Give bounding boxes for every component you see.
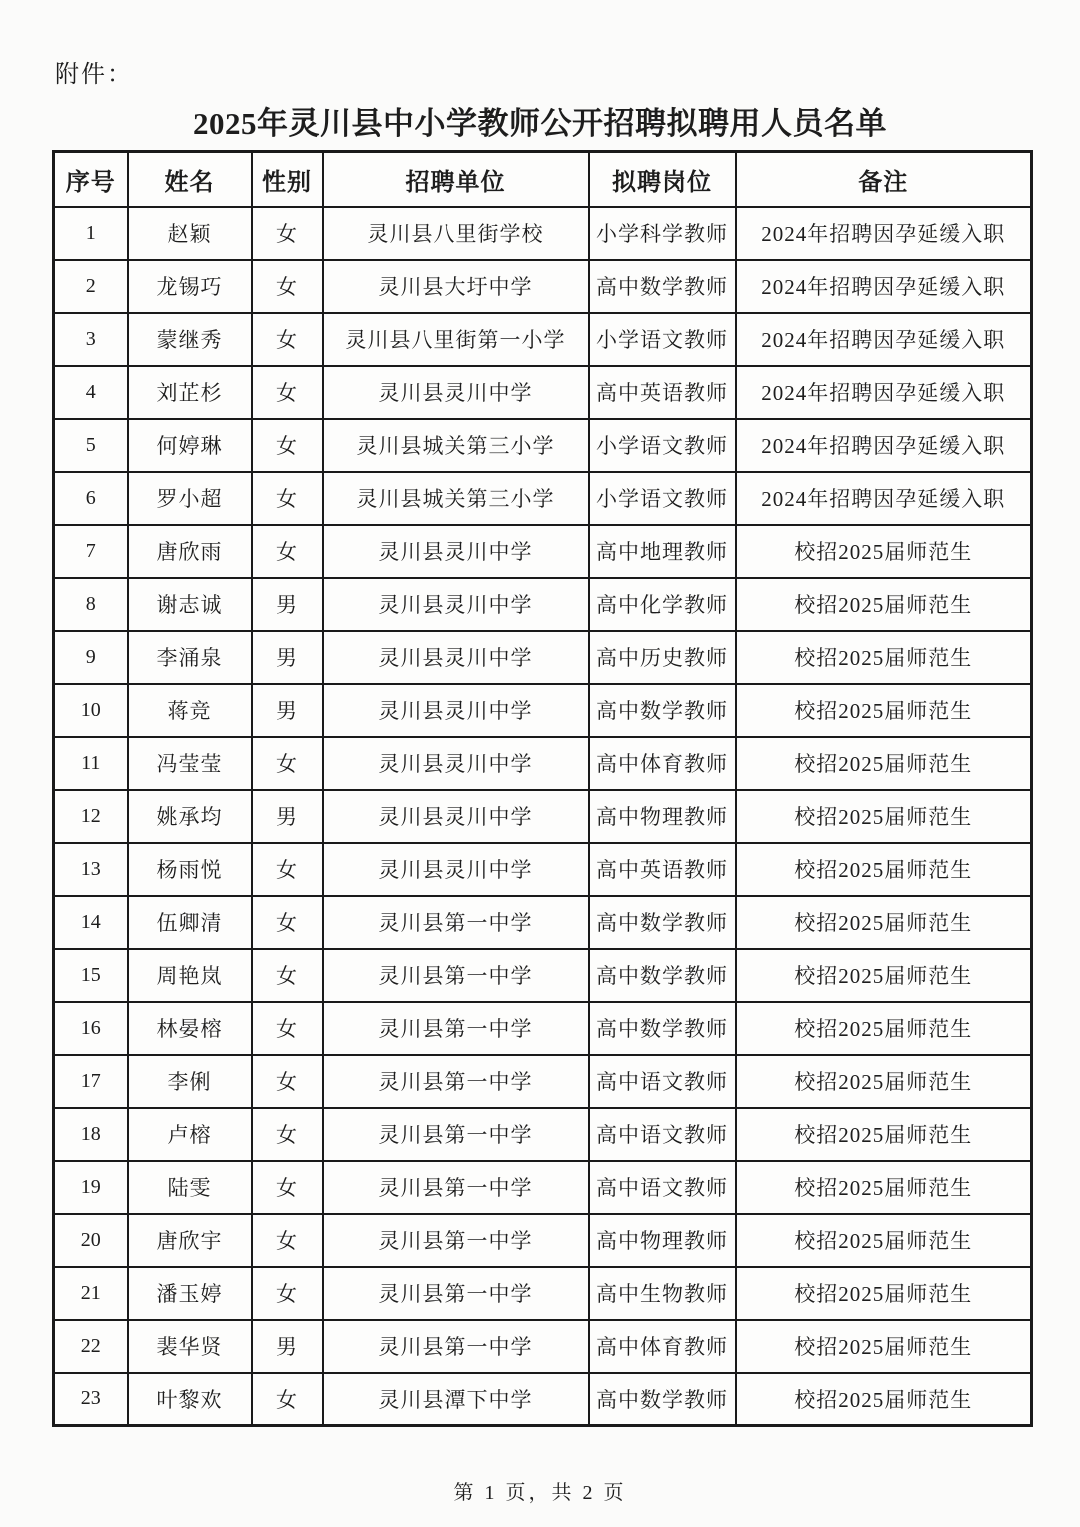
table-cell: 校招2025届师范生 [736,790,1032,843]
table-row [54,1320,1032,1373]
table-cell: 10 [54,684,128,737]
column-header: 拟聘岗位 [589,152,736,207]
table-row [54,525,1032,578]
table-cell: 灵川县第一中学 [323,1002,589,1055]
table-row [54,1108,1032,1161]
table-cell: 灵川县第一中学 [323,1267,589,1320]
table-cell: 灵川县城关第三小学 [323,419,589,472]
table-cell: 高中历史教师 [589,631,736,684]
table-cell: 男 [252,578,323,631]
table-cell: 灵川县潭下中学 [323,1373,589,1426]
table-row [54,578,1032,631]
table-cell: 高中数学教师 [589,1373,736,1426]
table-cell: 高中数学教师 [589,260,736,313]
table-row [54,949,1032,1002]
table-cell: 2024年招聘因孕延缓入职 [736,207,1032,260]
table-cell: 冯莹莹 [128,737,252,790]
table-cell: 灵川县灵川中学 [323,684,589,737]
table-cell: 高中体育教师 [589,1320,736,1373]
table-cell: 小学语文教师 [589,419,736,472]
table-cell: 男 [252,1320,323,1373]
table-cell: 灵川县第一中学 [323,1108,589,1161]
table-cell: 女 [252,1161,323,1214]
table-row [54,1267,1032,1320]
table-cell: 校招2025届师范生 [736,1214,1032,1267]
table-cell: 高中体育教师 [589,737,736,790]
table-cell: 高中语文教师 [589,1055,736,1108]
table-cell: 2024年招聘因孕延缓入职 [736,366,1032,419]
table-cell: 灵川县灵川中学 [323,578,589,631]
attachment-label: 附件： [55,62,133,88]
column-header: 备注 [736,152,1032,207]
table-cell: 罗小超 [128,472,252,525]
page-number-indicator: 第 1 页，共 2 页 [453,1482,627,1504]
table-cell: 2 [54,260,128,313]
table-cell: 高中地理教师 [589,525,736,578]
table-cell: 16 [54,1002,128,1055]
table-cell: 灵川县灵川中学 [323,737,589,790]
table-cell: 校招2025届师范生 [736,1320,1032,1373]
recruitment-table [52,150,1033,1427]
table-cell: 女 [252,949,323,1002]
table-cell: 男 [252,684,323,737]
table-cell: 女 [252,1002,323,1055]
table-cell: 李涌泉 [128,631,252,684]
table-cell: 林晏榕 [128,1002,252,1055]
table-cell: 14 [54,896,128,949]
table-cell: 龙锡巧 [128,260,252,313]
table-cell: 7 [54,525,128,578]
table-cell: 校招2025届师范生 [736,1373,1032,1426]
table-cell: 灵川县第一中学 [323,949,589,1002]
table-cell: 女 [252,1373,323,1426]
table-cell: 何婷琳 [128,419,252,472]
table-row [54,419,1032,472]
table-cell: 13 [54,843,128,896]
table-cell: 陆雯 [128,1161,252,1214]
table-row [54,843,1032,896]
table-cell: 女 [252,1267,323,1320]
table-body [54,207,1032,1426]
table-cell: 11 [54,737,128,790]
table-row [54,896,1032,949]
table-cell: 灵川县第一中学 [323,1161,589,1214]
table-cell: 杨雨悦 [128,843,252,896]
table-cell: 高中语文教师 [589,1108,736,1161]
table-cell: 女 [252,419,323,472]
table-cell: 高中化学教师 [589,578,736,631]
table-cell: 校招2025届师范生 [736,949,1032,1002]
table-row [54,737,1032,790]
table-cell: 校招2025届师范生 [736,896,1032,949]
table-cell: 校招2025届师范生 [736,1161,1032,1214]
table-cell: 18 [54,1108,128,1161]
table-cell: 灵川县灵川中学 [323,525,589,578]
table-cell: 灵川县八里街学校 [323,207,589,260]
table-cell: 刘芷杉 [128,366,252,419]
table-cell: 22 [54,1320,128,1373]
table-cell: 潘玉婷 [128,1267,252,1320]
table-cell: 女 [252,843,323,896]
table-row [54,1055,1032,1108]
table-cell: 女 [252,1055,323,1108]
table-row [54,313,1032,366]
table-cell: 灵川县第一中学 [323,1214,589,1267]
table-cell: 高中数学教师 [589,896,736,949]
table-cell: 高中语文教师 [589,1161,736,1214]
table-cell: 校招2025届师范生 [736,578,1032,631]
table-cell: 高中数学教师 [589,949,736,1002]
table-cell: 女 [252,260,323,313]
table-cell: 17 [54,1055,128,1108]
table-cell: 15 [54,949,128,1002]
table-cell: 小学语文教师 [589,313,736,366]
table-cell: 4 [54,366,128,419]
table-cell: 灵川县第一中学 [323,896,589,949]
table-cell: 高中数学教师 [589,1002,736,1055]
table-cell: 9 [54,631,128,684]
table-cell: 女 [252,366,323,419]
table-cell: 20 [54,1214,128,1267]
table-cell: 唐欣雨 [128,525,252,578]
table-cell: 校招2025届师范生 [736,1267,1032,1320]
table-cell: 小学科学教师 [589,207,736,260]
table-cell: 灵川县灵川中学 [323,790,589,843]
table-cell: 小学语文教师 [589,472,736,525]
table-cell: 灵川县第一中学 [323,1320,589,1373]
table-cell: 高中物理教师 [589,790,736,843]
table-cell: 校招2025届师范生 [736,1108,1032,1161]
table-cell: 高中英语教师 [589,366,736,419]
column-header: 招聘单位 [323,152,589,207]
table-cell: 高中生物教师 [589,1267,736,1320]
table-row [54,684,1032,737]
table-row [54,207,1032,260]
table-cell: 1 [54,207,128,260]
table-cell: 19 [54,1161,128,1214]
table-cell: 女 [252,1108,323,1161]
table-cell: 李俐 [128,1055,252,1108]
table-cell: 校招2025届师范生 [736,737,1032,790]
table-row [54,1214,1032,1267]
table-row [54,472,1032,525]
table-cell: 灵川县灵川中学 [323,843,589,896]
table-cell: 高中物理教师 [589,1214,736,1267]
table-cell: 2024年招聘因孕延缓入职 [736,260,1032,313]
table-row [54,260,1032,313]
table-cell: 女 [252,472,323,525]
table-cell: 12 [54,790,128,843]
table-cell: 男 [252,790,323,843]
table-cell: 蒙继秀 [128,313,252,366]
table-cell: 裴华贤 [128,1320,252,1373]
table-row [54,1373,1032,1426]
table-cell: 校招2025届师范生 [736,1055,1032,1108]
table-cell: 高中英语教师 [589,843,736,896]
table-cell: 女 [252,525,323,578]
table-cell: 周艳岚 [128,949,252,1002]
column-header: 性别 [252,152,323,207]
table-cell: 校招2025届师范生 [736,525,1032,578]
table-cell: 校招2025届师范生 [736,684,1032,737]
table-cell: 谢志诚 [128,578,252,631]
table-cell: 校招2025届师范生 [736,843,1032,896]
table-row [54,1161,1032,1214]
table-cell: 女 [252,1214,323,1267]
table-cell: 23 [54,1373,128,1426]
table-cell: 女 [252,207,323,260]
table-cell: 卢榕 [128,1108,252,1161]
table-cell: 女 [252,737,323,790]
table-cell: 8 [54,578,128,631]
table-cell: 2024年招聘因孕延缓入职 [736,472,1032,525]
table-cell: 高中数学教师 [589,684,736,737]
table-cell: 21 [54,1267,128,1320]
table-cell: 叶黎欢 [128,1373,252,1426]
table-cell: 2024年招聘因孕延缓入职 [736,419,1032,472]
table-cell: 女 [252,896,323,949]
table-cell: 伍卿清 [128,896,252,949]
page-title: 2025年灵川县中小学教师公开招聘拟聘用人员名单 [193,106,887,141]
table-cell: 男 [252,631,323,684]
recruitment-table-container [52,150,1033,1427]
table-cell: 2024年招聘因孕延缓入职 [736,313,1032,366]
table-cell: 灵川县城关第三小学 [323,472,589,525]
table-row [54,366,1032,419]
table-cell: 3 [54,313,128,366]
table-cell: 女 [252,313,323,366]
table-header-row [54,152,1032,207]
table-cell: 灵川县灵川中学 [323,631,589,684]
table-row [54,1002,1032,1055]
table-cell: 姚承均 [128,790,252,843]
table-cell: 唐欣宇 [128,1214,252,1267]
table-cell: 赵颖 [128,207,252,260]
table-row [54,790,1032,843]
column-header: 序号 [54,152,128,207]
table-cell: 蒋竞 [128,684,252,737]
table-cell: 灵川县八里街第一小学 [323,313,589,366]
table-row [54,631,1032,684]
table-cell: 灵川县第一中学 [323,1055,589,1108]
table-cell: 校招2025届师范生 [736,631,1032,684]
table-cell: 校招2025届师范生 [736,1002,1032,1055]
table-cell: 5 [54,419,128,472]
table-cell: 灵川县灵川中学 [323,366,589,419]
column-header: 姓名 [128,152,252,207]
table-cell: 灵川县大圩中学 [323,260,589,313]
table-cell: 6 [54,472,128,525]
